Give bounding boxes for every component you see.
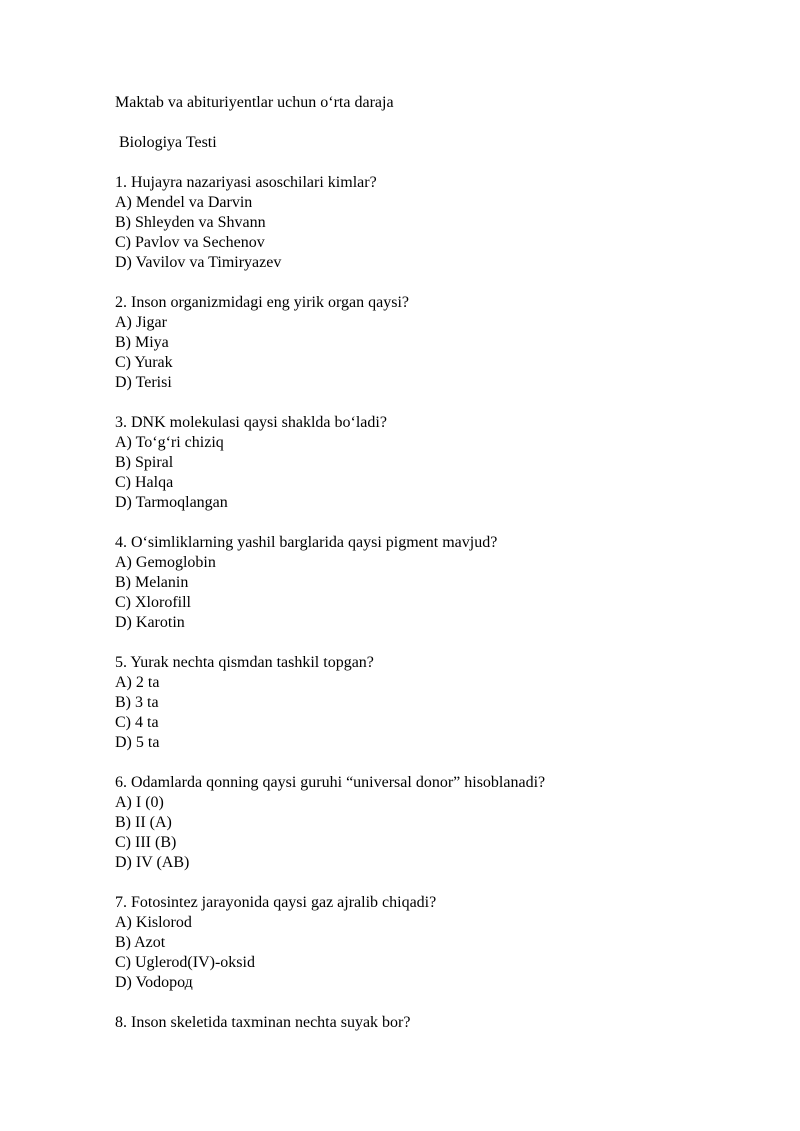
question-text: 3. DNK molekulasi qaysi shaklda bo‘ladi? [115,414,387,431]
option-line: D) IV (AB) [115,854,190,871]
option-line: C) Yurak [115,354,173,371]
question-block-1 [115,173,740,273]
option-line: D) Tarmoqlangan [115,494,228,511]
option-line: B) Spiral [115,454,174,471]
option-line: B) Azot [115,934,166,951]
question-block-3 [115,413,740,513]
option-line: C) Uglerod(IV)-oksid [115,954,255,971]
question-text: 6. Odamlarda qonning qaysi guruhi “universal donor” hisoblanadi? [115,774,546,791]
option-line: D) Vavilov va Timiryazev [115,254,282,271]
option-line: B) Miya [115,334,169,351]
option-line: D) Terisi [115,374,172,391]
option-line: A) I (0) [115,794,164,811]
option-line: A) Kislorod [115,914,192,931]
option-line: A) To‘g‘ri chiziq [115,434,224,451]
question-text: 1. Hujayra nazariyasi asoschilari kimlar? [115,174,377,191]
question-text: 7. Fotosintez jarayonida qaysi gaz ajralib chiqadi? [115,894,437,911]
question-block-8 [115,1013,740,1033]
question-block-5 [115,653,740,753]
option-line: A) Mendel va Darvin [115,194,253,211]
question-text: 8. Inson skeletida taxminan nechta suyak bor? [115,1014,411,1031]
option-line: A) Jigar [115,314,167,331]
question-text: 4. O‘simliklarning yashil barglarida qaysi pigment mavjud? [115,534,498,551]
question-text: 5. Yurak nechta qismdan tashkil topgan? [115,654,374,671]
document-title: Maktab va abituriyentlar uchun o‘rta daraja [115,94,394,111]
question-block-4 [115,533,740,633]
option-line: D) Vodoрод [115,974,193,991]
document-title-block [115,93,740,113]
option-line: C) Xlorofill [115,594,191,611]
question-text: 2. Inson organizmidagi eng yirik organ qaysi? [115,294,410,311]
option-line: B) Melanin [115,574,189,591]
option-line: C) Halqa [115,474,174,491]
document-subtitle: Biologiya Testi [115,134,217,151]
question-block-6 [115,773,740,873]
option-line: C) III (B) [115,834,177,851]
option-line: B) 3 ta [115,694,159,711]
option-line: D) Karotin [115,614,185,631]
option-line: B) II (A) [115,814,172,831]
option-line: A) 2 ta [115,674,160,691]
document-subtitle-block [115,133,740,153]
option-line: C) Pavlov va Sechenov [115,234,265,251]
question-block-2 [115,293,740,393]
option-line: C) 4 ta [115,714,159,731]
option-line: D) 5 ta [115,734,160,751]
question-block-7 [115,893,740,993]
option-line: A) Gemoglobin [115,554,216,571]
option-line: B) Shleyden va Shvann [115,214,266,231]
